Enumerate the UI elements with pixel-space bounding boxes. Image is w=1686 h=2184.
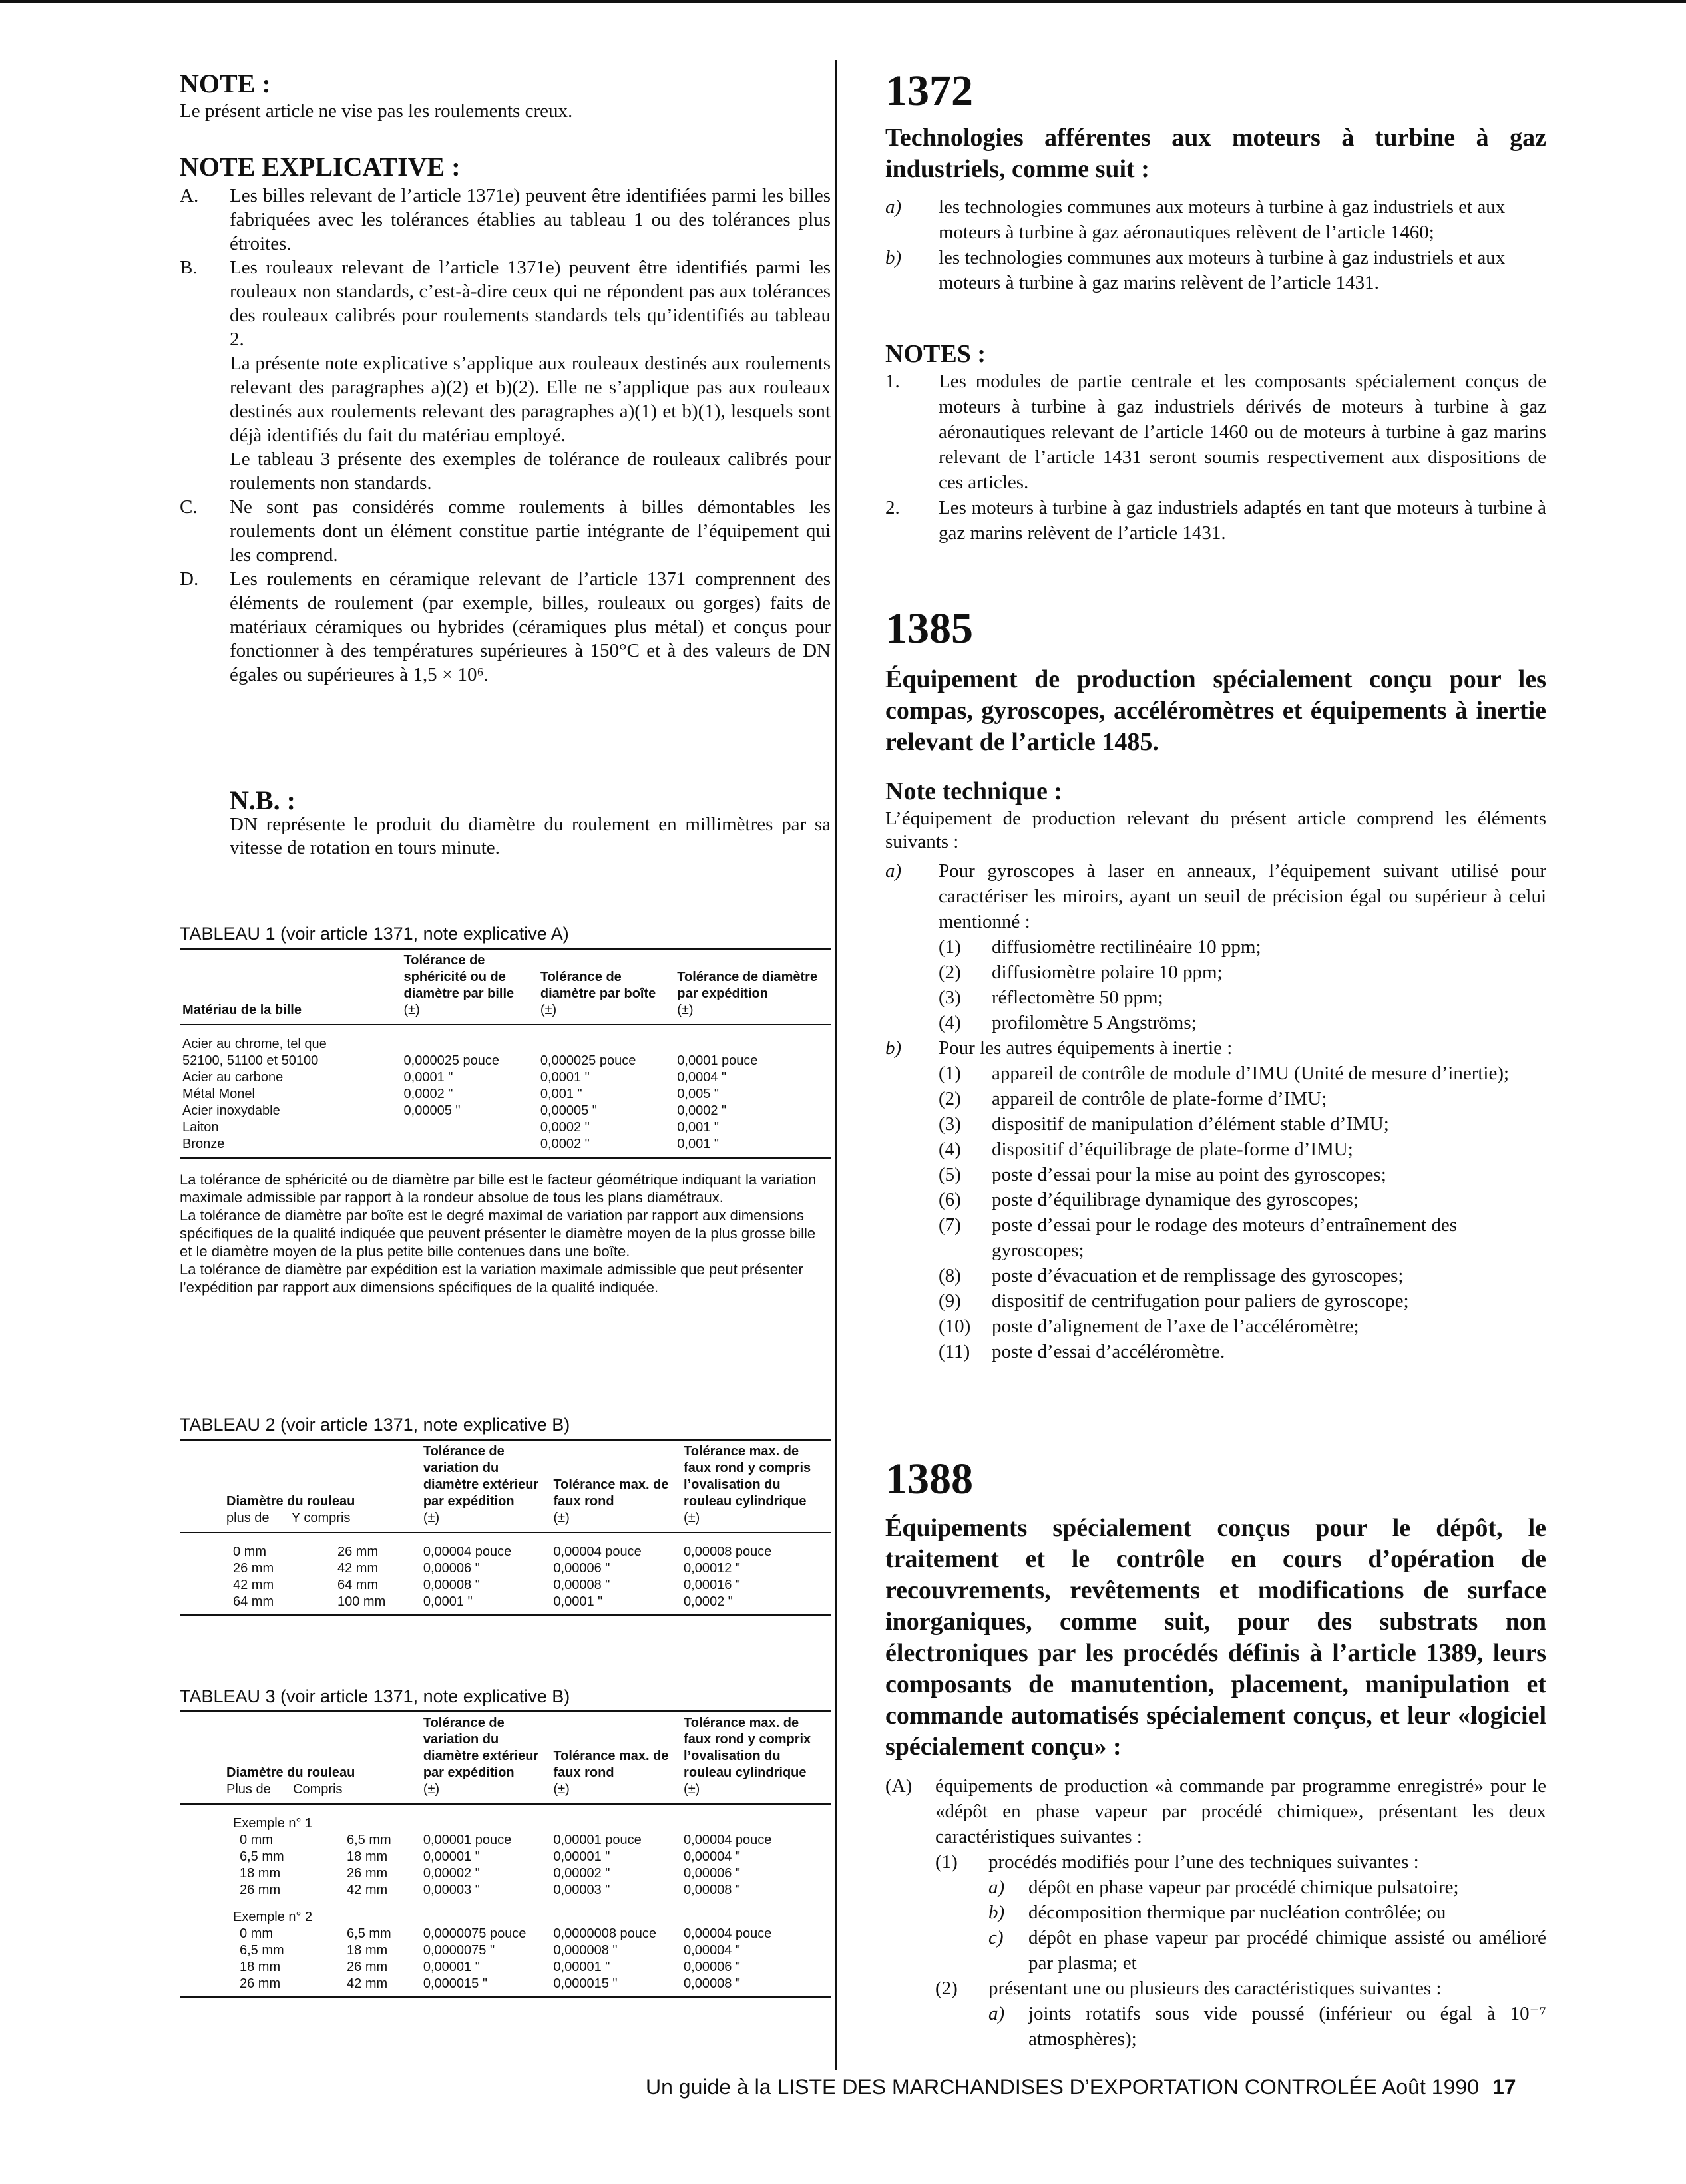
list-item: a) Pour gyroscopes à laser en anneaux, l’équipement suivant utilisé pour caractériser les miroirs, ayant un seuil de précision égal ou supérieur à celui mentionné : (1) diffusiomètre rectilinéaire 10 ppm; (2) diffusiomètre polaire 10 ppm; (3) réflectomètre 50 ppm; (4) profilomètre 5 Angströms; [885, 858, 1546, 1035]
sub-list [988, 2001, 1546, 2052]
explanatory-note-heading: NOTE EXPLICATIVE : [180, 152, 461, 182]
list-item: (A) équipements de production «à commande par programme enregistré» pour le «dépôt en phase vapeur par procédé chimique», présentant les deux caractéristiques suivantes : (1) procédés modifiés pour l’une des techniques suivantes : a) dépôt en phase vapeur par procédé chimique pulsatoire; b) décomposition thermique par nucléation contrôlée; ou c) dépôt en phase vapeur par procédé chimique assisté ou amélioré par plasma; et (2) présentant une ou plusieurs des caractéristiques suivantes : a) joints rotatifs sous vide poussé (inférieur ou égal à 10⁻⁷ atmosphères); [885, 1773, 1546, 2052]
table-row: Acier au chrome, tel que [182, 1037, 327, 1051]
table-row: 6,5 mm 18 mm 0,00001 " 0,00001 " 0,00004 " [240, 1849, 740, 1864]
sub-list [939, 1061, 1546, 1364]
article-1372-list [885, 194, 1546, 295]
column-header: Tolérance de diamètre par expédition (±) [674, 950, 831, 1025]
column-header: Diamètre du rouleau Plus de Compris [180, 1712, 421, 1804]
table-row: Acier au carbone 0,0001 " 0,0001 " 0,0004 " [182, 1070, 727, 1085]
explanatory-item: C. Ne sont pas considérés comme roulements à billes démontables les roulements dont un élément constitue partie intégrante de l’équipement qui les comprend. [180, 496, 831, 566]
table-row: 6,5 mm 18 mm 0,0000075 " 0,000008 " 0,00004 " [240, 1943, 740, 1958]
note-text: Le présent article ne vise pas les roulements creux. [180, 100, 573, 122]
list-item: (1) procédés modifiés pour l’une des techniques suivantes : a) dépôt en phase vapeur par procédé chimique pulsatoire; b) décomposition thermique par nucléation contrôlée; ou c) dépôt en phase vapeur par procédé chimique assisté ou amélioré par plasma; et [935, 1849, 1546, 1976]
list-item: (2) diffusiomètre polaire 10 ppm; [939, 962, 1223, 983]
article-number-1385: 1385 [885, 604, 973, 653]
list-item: 1. Les modules de partie centrale et les composants spécialement conçus de moteurs à turbine à gaz industriels dérivés de moteurs à turbine à gaz aéronautiques relevant de l’article 1460 ou de moteurs à turbine à gaz marins relevant de l’article 1431 seront soumis respectivement aux dispositions de ces articles. [885, 371, 1546, 493]
column-header: Matériau de la bille [180, 950, 401, 1025]
technical-note-list [885, 858, 1546, 1364]
table-1 [180, 922, 831, 1296]
table-row: 26 mm 42 mm 0,00006 " 0,00006 " 0,00012 " [233, 1561, 740, 1576]
list-item: a) les technologies communes aux moteurs à turbine à gaz industriels et aux moteurs à turbine à gaz aéronautiques relèvent de l’article 1460; [885, 196, 1506, 243]
page-number: 17 [1492, 2075, 1516, 2099]
explanatory-item: B. Les rouleaux relevant de l’article 1371e) peuvent être identifiés parmi les rouleaux non standards, c’est-à-dire ceux qui ne répondent pas aux tolérances des rouleaux calibrés pour roulements standards tels qu’identifiés au tableau 2. La présente note explicative s’applique aux rouleaux destinés aux roulements relevant des paragraphes a)(2) et b)(2). Elle ne s’applique pas aux rouleaux destinés aux roulements relevant des paragraphes a)(1) et b)(1), lesquels sont déjà identifiés du fait du matériau employé. Le tableau 3 présente des exemples de tolérance de rouleaux calibrés pour roulements non standards. [180, 257, 831, 494]
notes-list [885, 369, 1546, 546]
column-header: Tolérance max. de faux rond (±) [550, 1712, 681, 1804]
sub-list [988, 1875, 1546, 1976]
list-item: a) joints rotatifs sous vide poussé (inférieur ou égal à 10⁻⁷ atmosphères); [988, 2003, 1546, 2050]
explanatory-item: D. Les roulements en céramique relevant de l’article 1371 comprennent des éléments de roulement (par exemple, billes, rouleaux ou gorges) faits de matériaux céramiques ou hybrides (céramiques plus métal) et conçus pour fonctionner à des températures supérieures à 150°C et à des valeurs de DN égales ou supérieures à 1,5 × 10⁶. [180, 568, 831, 685]
table-row: Exemple n° 2 [233, 1910, 313, 1924]
sub-list [935, 1849, 1546, 2052]
column-header: Tolérance max. de faux rond y comprix l’ovalisation du rouleau cylindrique (±) [681, 1712, 831, 1804]
list-item: c) dépôt en phase vapeur par procédé chimique assisté ou amélioré par plasma; et [988, 1927, 1546, 1974]
list-item: b) Pour les autres équipements à inertie : (1) appareil de contrôle de module d’IMU (Unité de mesure d’inertie); (2) appareil de contrôle de plate-forme d’IMU; (3) dispositif de manipulation d’élément stable d’IMU; (4) dispositif d’équilibrage de plate-forme d’IMU; (5) poste d’essai pour la mise au point des gyroscopes; (6) poste d’équilibrage dynamique des gyroscopes; (7) poste d’essai pour le rodage des moteurs d’entraînement des gyroscopes; (8) poste d’évacuation et de remplissage des gyroscopes; (9) dispositif de centrifugation pour paliers de gyroscope; (10) poste d’alignement de l’axe de l’accéléromètre; (11) poste d’essai d’accéléromètre. [885, 1035, 1546, 1364]
nb-heading: N.B. : [230, 785, 296, 815]
table-row: 42 mm 64 mm 0,00008 " 0,00008 " 0,00016 " [233, 1578, 740, 1592]
table-row: 18 mm 26 mm 0,00001 " 0,00001 " 0,00006 " [240, 1960, 740, 1974]
explanatory-item: A. Les billes relevant de l’article 1371e) peuvent être identifiées parmi les billes fabriquées avec les tolérances établies au tableau 1 ou des tolérances plus étroites. [180, 185, 831, 254]
table-row: Métal Monel 0,0002 " 0,001 " 0,005 " [182, 1087, 719, 1101]
list-item: (1) diffusiomètre rectilinéaire 10 ppm; [939, 936, 1261, 958]
list-item: (1) appareil de contrôle de module d’IMU (Unité de mesure d’inertie); [939, 1063, 1510, 1084]
column-header: Tolérance max. de faux rond (±) [550, 1441, 681, 1533]
table-2 [180, 1413, 831, 1616]
table-row: 26 mm 42 mm 0,000015 " 0,000015 " 0,00008 " [180, 1976, 831, 1998]
list-item: (3) dispositif de manipulation d’élément stable d’IMU; [939, 1113, 1389, 1135]
column-header: Tolérance de diamètre par boîte (±) [538, 950, 674, 1025]
table-row: 52100, 51100 et 50100 0,000025 pouce 0,000025 pouce 0,0001 pouce [182, 1053, 758, 1068]
article-number-1388: 1388 [885, 1455, 973, 1503]
list-item: (2) appareil de contrôle de plate-forme d’IMU; [939, 1088, 1327, 1109]
list-item: (3) réflectomètre 50 ppm; [939, 987, 1163, 1008]
column-divider [835, 60, 837, 2070]
article-number-1372: 1372 [885, 67, 973, 115]
table-row: Laiton 0,0002 " 0,001 " [182, 1120, 719, 1135]
table-row: 0 mm 6,5 mm 0,0000075 pouce 0,0000008 pouce 0,00004 pouce [240, 1926, 772, 1941]
list-item: (5) poste d’essai pour la mise au point des gyroscopes; [939, 1164, 1386, 1185]
article-title-1372: Technologies afférentes aux moteurs à turbine à gaz industriels, comme suit : [885, 124, 1546, 183]
list-item: (11) poste d’essai d’accéléromètre. [939, 1341, 1225, 1362]
list-item: (6) poste d’équilibrage dynamique des gyroscopes; [939, 1189, 1359, 1210]
table-row: Exemple n° 1 [233, 1816, 313, 1831]
list-item: (2) présentant une ou plusieurs des caractéristiques suivantes : a) joints rotatifs sous vide poussé (inférieur ou égal à 10⁻⁷ atmosphères); [935, 1976, 1546, 2052]
page-footer [646, 2074, 1578, 2100]
table-notes: La tolérance de sphéricité ou de diamètre par bille est le facteur géométrique indiquant la variation maximale admissible par rapport à la rondeur absolue de tous les plans diamétraux. La tolérance de diamètre par boîte est le degré maximal de variation par rapport aux dimensions spécifiques de la qualité indiquée que peuvent présenter le diamètre moyen de la plus grosse bille et le diamètre moyen de la plus petite bille contenues dans une boîte. La tolérance de diamètre par expédition est la variation maximale admissible que peut présenter l’expédition par rapport aux dimensions spécifiques de la qualité indiquée. [180, 1171, 817, 1296]
list-item: (8) poste d’évacuation et de remplissage des gyroscopes; [939, 1265, 1404, 1286]
article-1388-list [885, 1773, 1546, 2052]
list-item: (9) dispositif de centrifugation pour paliers de gyroscope; [939, 1290, 1409, 1312]
column-header: Tolérance de variation du diamètre extérieur par expédition (±) [421, 1441, 551, 1533]
list-item: b) les technologies communes aux moteurs à turbine à gaz industriels et aux moteurs à turbine à gaz marins relèvent de l’article 1431. [885, 247, 1506, 293]
article-title-1388: Équipements spécialement conçus pour le dépôt, le traitement et le contrôle en cours d’opération de recouvrements, revêtements et modifications de surface inorganiques, comme suit, pour des substrats non électroniques par les procédés définis à l’article 1389, leurs composants de manutention, placement, manipulation et commande automatisés spécialement conçus, et leur «logiciel spécialement conçu» : [885, 1514, 1546, 1761]
table-row: Acier inoxydable 0,00005 " 0,00005 " 0,0002 " [182, 1103, 727, 1118]
table-row: Bronze 0,0002 " 0,001 " [180, 1136, 831, 1158]
table-row: 0 mm 26 mm 0,00004 pouce 0,00004 pouce 0,00008 pouce [233, 1545, 772, 1559]
table-title: TABLEAU 1 (voir article 1371, note explicative A) [180, 922, 831, 950]
article-title-1385: Équipement de production spécialement conçu pour les compas, gyroscopes, accéléromètres et équipements à inertie relevant de l’article 1485. [885, 665, 1546, 756]
list-item: (4) dispositif d’équilibrage de plate-forme d’IMU; [939, 1139, 1353, 1160]
table-3 [180, 1685, 831, 1998]
explanatory-note-list [180, 184, 831, 687]
sub-list [939, 934, 1546, 1035]
column-header: Tolérance max. de faux rond y compris l’ovalisation du rouleau cylindrique (±) [681, 1441, 831, 1533]
nb-text: DN représente le produit du diamètre du roulement en millimètres par sa vitesse de rotation en tours minute. [230, 814, 831, 858]
note-heading: NOTE : [180, 69, 271, 98]
footer-text: Un guide à la LISTE DES MARCHANDISES D’EXPORTATION CONTROLÉE Août 1990 [646, 2075, 1479, 2099]
column-header: Diamètre du rouleau plus de Y compris [180, 1441, 421, 1533]
technical-note-heading: Note technique : [885, 777, 1062, 805]
table-row: 64 mm 100 mm 0,0001 " 0,0001 " 0,0002 " [180, 1594, 831, 1616]
column-header: Tolérance de sphéricité ou de diamètre par bille (±) [401, 950, 538, 1025]
column-header: Tolérance de variation du diamètre extérieur par expédition (±) [421, 1712, 551, 1804]
list-item: a) dépôt en phase vapeur par procédé chimique pulsatoire; [988, 1877, 1459, 1898]
notes-heading: NOTES : [885, 340, 986, 368]
top-rule [0, 0, 1686, 3]
table-row: 0 mm 6,5 mm 0,00001 pouce 0,00001 pouce 0,00004 pouce [240, 1833, 772, 1847]
list-item: 2. Les moteurs à turbine à gaz industriels adaptés en tant que moteurs à turbine à gaz marins relèvent de l’article 1431. [885, 497, 1546, 544]
table-row: 18 mm 26 mm 0,00002 " 0,00002 " 0,00006 " [240, 1866, 740, 1881]
table-row: 26 mm 42 mm 0,00003 " 0,00003 " 0,00008 " [240, 1883, 740, 1897]
list-item: (4) profilomètre 5 Angströms; [939, 1012, 1197, 1033]
table-title: TABLEAU 3 (voir article 1371, note explicative B) [180, 1685, 831, 1712]
table-title: TABLEAU 2 (voir article 1371, note explicative B) [180, 1413, 831, 1441]
technical-note-intro: L’équipement de production relevant du présent article comprend les éléments suivants : [885, 808, 1546, 852]
list-item: (7) poste d’essai pour le rodage des moteurs d’entraînement des gyroscopes; [939, 1214, 1458, 1261]
list-item: b) décomposition thermique par nucléation contrôlée; ou [988, 1902, 1446, 1923]
list-item: (10) poste d’alignement de l’axe de l’accéléromètre; [939, 1316, 1359, 1337]
